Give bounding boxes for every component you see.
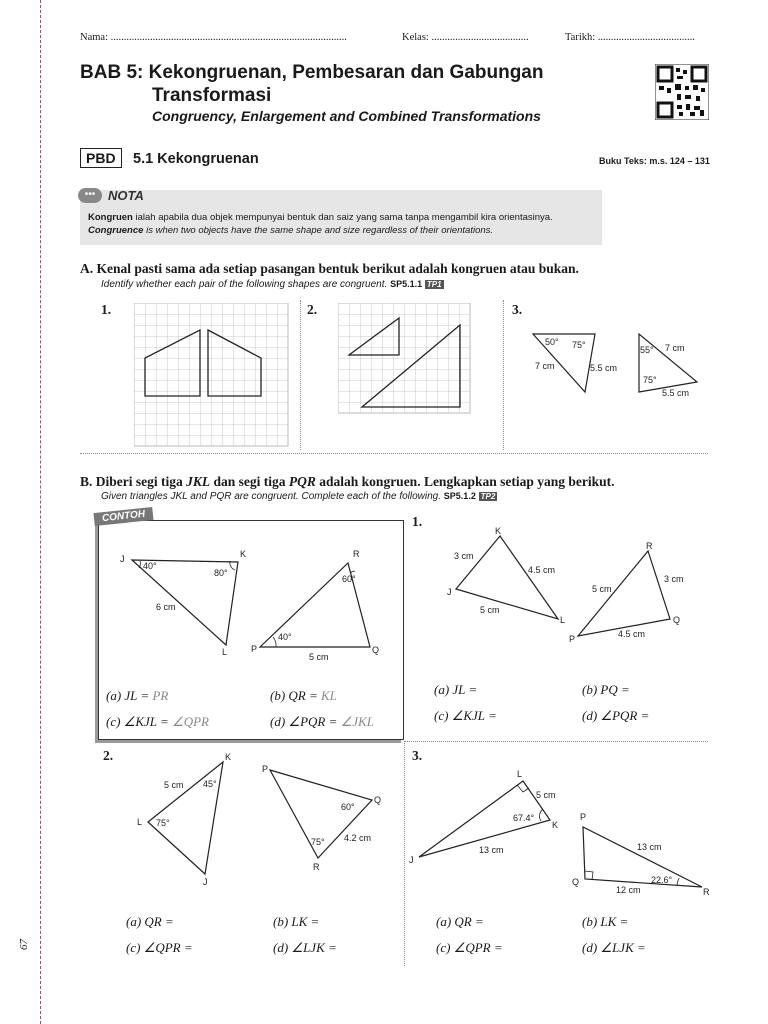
nota-text-ms (88, 212, 553, 223)
q3-label-p: P (580, 812, 587, 822)
q3-d-prompt: (d) ∠LJK = (582, 940, 646, 955)
part-b-pqr: PQR (288, 474, 316, 489)
q2-label-j: J (203, 877, 208, 887)
part-a-tp: TP1 (426, 280, 442, 289)
part-b-num-2: 2. (103, 748, 114, 763)
q2-side-lk: 5 cm (164, 780, 184, 790)
q3-triangles (405, 765, 710, 900)
q1-answer-a[interactable] (434, 682, 477, 698)
part-b-num-3: 3. (412, 748, 423, 763)
q1-label-q: Q (673, 615, 681, 625)
q2-angle-r: 75° (311, 837, 325, 847)
part-a-subheading (101, 279, 444, 290)
part-a-divider-1 (300, 300, 301, 450)
example-label-j: J (120, 554, 125, 564)
q2-label-l: L (137, 817, 143, 827)
q2-angle-q: 60° (341, 802, 355, 812)
tri1-side-b: 5.5 cm (590, 363, 618, 373)
example-side-jl: 6 cm (156, 602, 176, 612)
part-a-divider-2 (503, 300, 504, 450)
q1-tri-jkl (456, 536, 558, 619)
q2-label-q: Q (374, 795, 382, 805)
tri1-side-a: 7 cm (535, 361, 555, 371)
q3-angle-k: 67.4° (513, 813, 535, 823)
tri2-side-b: 5.5 cm (662, 388, 690, 398)
nota-speech-icon: ••• (78, 188, 102, 203)
nota-label: NOTA (108, 188, 144, 203)
tri2-angle-a: 55° (640, 345, 654, 355)
q2-label-r: R (313, 862, 320, 872)
q2-triangles (130, 750, 390, 890)
example-label-r: R (353, 549, 360, 559)
q1-side-pq: 4.5 cm (618, 629, 646, 639)
section-title: 5.1 Kekongruenan (133, 151, 259, 167)
q3-b-prompt: (b) LK = (582, 914, 629, 929)
chapter-title-line2: Transformasi (152, 85, 272, 106)
nota-term-en: Congruence (88, 225, 144, 236)
q2-label-k: K (225, 752, 232, 762)
example-c-value: ∠QPR (172, 714, 209, 729)
example-answer-c (106, 714, 209, 730)
q3-answer-c[interactable] (436, 940, 503, 956)
q3-label-k: K (552, 820, 559, 830)
page-number: 67 (18, 939, 30, 950)
q3-answer-a[interactable] (436, 914, 484, 930)
part-a-sub-text: Identify whether each pair of the following shapes are congruent. (101, 279, 388, 290)
q2-angle-l: 75° (156, 818, 170, 828)
q1-label-j: J (447, 587, 452, 597)
chapter-title: BAB 5: Kekongruenan, Pembesaran dan Gabungan (80, 62, 544, 83)
q1-label-k: K (495, 526, 502, 536)
example-label-k: K (240, 549, 247, 559)
q1-answer-b[interactable] (582, 682, 630, 698)
part-b-tp: TP2 (480, 492, 496, 501)
qr-code-icon[interactable] (655, 64, 709, 120)
class-field[interactable]: Kelas: ..................................... (402, 32, 529, 43)
q3-label-r: R (703, 887, 710, 897)
nota-def-en: is when two objects have the same shape and size regardless of their orientations. (143, 225, 494, 236)
q1-c-prompt: (c) ∠KJL = (434, 708, 497, 723)
part-b-subheading (101, 491, 497, 502)
part-a-num-3: 3. (512, 302, 523, 317)
example-answer-d (270, 714, 374, 730)
example-d-value: ∠JKL (340, 714, 374, 729)
q2-answer-c[interactable] (126, 940, 193, 956)
example-c-prompt: (c) ∠KJL = (106, 714, 173, 729)
q3-a-prompt: (a) QR = (436, 914, 484, 929)
pbd-label: PBD (80, 148, 122, 168)
part-a-sp: SP5.1.1 (390, 279, 423, 289)
grid-shape-pair-1 (134, 303, 290, 448)
part-b-jkl: JKL (186, 474, 211, 489)
chapter-subtitle: Congruency, Enlargement and Combined Transformations (152, 108, 541, 124)
q1-answer-c[interactable] (434, 708, 497, 724)
part-a-bottom-rule (80, 453, 708, 454)
grid-shape-pair-2 (338, 303, 472, 415)
q3-label-l: L (517, 769, 523, 779)
margin-line (40, 0, 41, 1024)
q1-answer-d[interactable] (582, 708, 649, 724)
tri1-angle-a: 50° (545, 337, 559, 347)
part-b-sp: SP5.1.2 (443, 491, 476, 501)
textbook-ref: Buku Teks: m.s. 124 – 131 (599, 156, 710, 166)
q1-a-prompt: (a) JL = (434, 682, 478, 697)
part-b-mid-rule (404, 741, 708, 742)
tri1-angle-b: 75° (572, 340, 586, 350)
example-d-prompt: (d) ∠PQR = (270, 714, 341, 729)
q2-side-rq: 4.2 cm (344, 833, 372, 843)
example-a-prompt: (a) JL = (106, 688, 153, 703)
part-a-heading: A. Kenal pasti sama ada setiap pasangan bentuk berikut adalah kongruen atau bukan. (80, 261, 579, 276)
q1-b-prompt: (b) PQ = (582, 682, 630, 697)
part-b-heading (80, 474, 615, 490)
q3-label-q: Q (572, 877, 580, 887)
part-b-num-1: 1. (412, 514, 423, 529)
q3-angle-r: 22.6° (651, 875, 673, 885)
q3-side-pr: 13 cm (637, 842, 662, 852)
q1-label-l: L (560, 615, 566, 625)
part-a-triangles-3 (525, 325, 705, 405)
q2-answer-a[interactable] (126, 914, 174, 930)
q2-angle-k: 45° (203, 779, 217, 789)
q3-side-jk: 13 cm (479, 845, 504, 855)
q1-label-p: P (569, 634, 576, 644)
part-b-sub-text: Given triangles JKL and PQR are congruent. Complete each of the following. (101, 491, 442, 502)
q1-side-pr: 5 cm (592, 584, 612, 594)
example-b-prompt: (b) QR = (270, 688, 322, 703)
q2-c-prompt: (c) ∠QPR = (126, 940, 193, 955)
example-answer-a (106, 688, 168, 704)
contoh-label: CONTOH (93, 507, 153, 526)
part-a-num-1: 1. (101, 302, 112, 317)
example-angle-j: 40° (143, 561, 157, 571)
q3-side-qr: 12 cm (616, 885, 641, 895)
q1-side-rq: 3 cm (664, 574, 684, 584)
q2-answer-d[interactable] (273, 940, 337, 956)
q1-triangles (440, 524, 700, 646)
name-field[interactable]: Nama: .......................................................................................... (80, 32, 347, 43)
q3-answer-b[interactable] (582, 914, 628, 930)
example-label-q: Q (372, 645, 380, 655)
q2-b-prompt: (b) LK = (273, 914, 320, 929)
example-label-l: L (222, 647, 228, 657)
example-answer-b (270, 688, 337, 704)
nota-def-ms: ialah apabila dua objek mempunyai bentuk dan saiz yang sama tanpa mengambil kira orientasinya. (132, 212, 553, 223)
example-side-pq: 5 cm (309, 652, 329, 662)
q3-tri-pqr (583, 827, 702, 887)
nota-text-en (88, 225, 493, 236)
q1-label-r: R (646, 541, 653, 551)
example-angle-p: 40° (278, 632, 292, 642)
q2-a-prompt: (a) QR = (126, 914, 174, 929)
q2-answer-b[interactable] (273, 914, 319, 930)
part-b-heading-pre: B. Diberi segi tiga (80, 474, 187, 489)
q3-answer-d[interactable] (582, 940, 646, 956)
q1-side-jl: 5 cm (480, 605, 500, 615)
example-angle-k: 80° (214, 568, 228, 578)
example-label-p: P (251, 644, 258, 654)
q3-label-j: J (409, 855, 414, 865)
example-triangles (110, 545, 400, 665)
part-b-heading-mid: dan segi tiga (210, 474, 289, 489)
q1-side-jk: 3 cm (454, 551, 474, 561)
q3-side-lk: 5 cm (536, 790, 556, 800)
q3-c-prompt: (c) ∠QPR = (436, 940, 503, 955)
tri2-angle-b: 75° (643, 375, 657, 385)
example-b-value: KL (321, 688, 337, 703)
q2-label-p: P (262, 764, 269, 774)
example-a-value: PR (152, 688, 169, 703)
q1-d-prompt: (d) ∠PQR = (582, 708, 650, 723)
date-field[interactable]: Tarikh: ..................................... (565, 32, 695, 43)
nota-term-ms: Kongruen (88, 212, 133, 223)
example-angle-r: 60° (342, 574, 356, 584)
part-b-heading-post: adalah kongruen. Lengkapkan setiap yang berikut. (315, 474, 615, 489)
q2-d-prompt: (d) ∠LJK = (273, 940, 337, 955)
q1-side-kl: 4.5 cm (528, 565, 556, 575)
part-a-num-2: 2. (307, 302, 318, 317)
tri2-side-a: 7 cm (665, 343, 685, 353)
